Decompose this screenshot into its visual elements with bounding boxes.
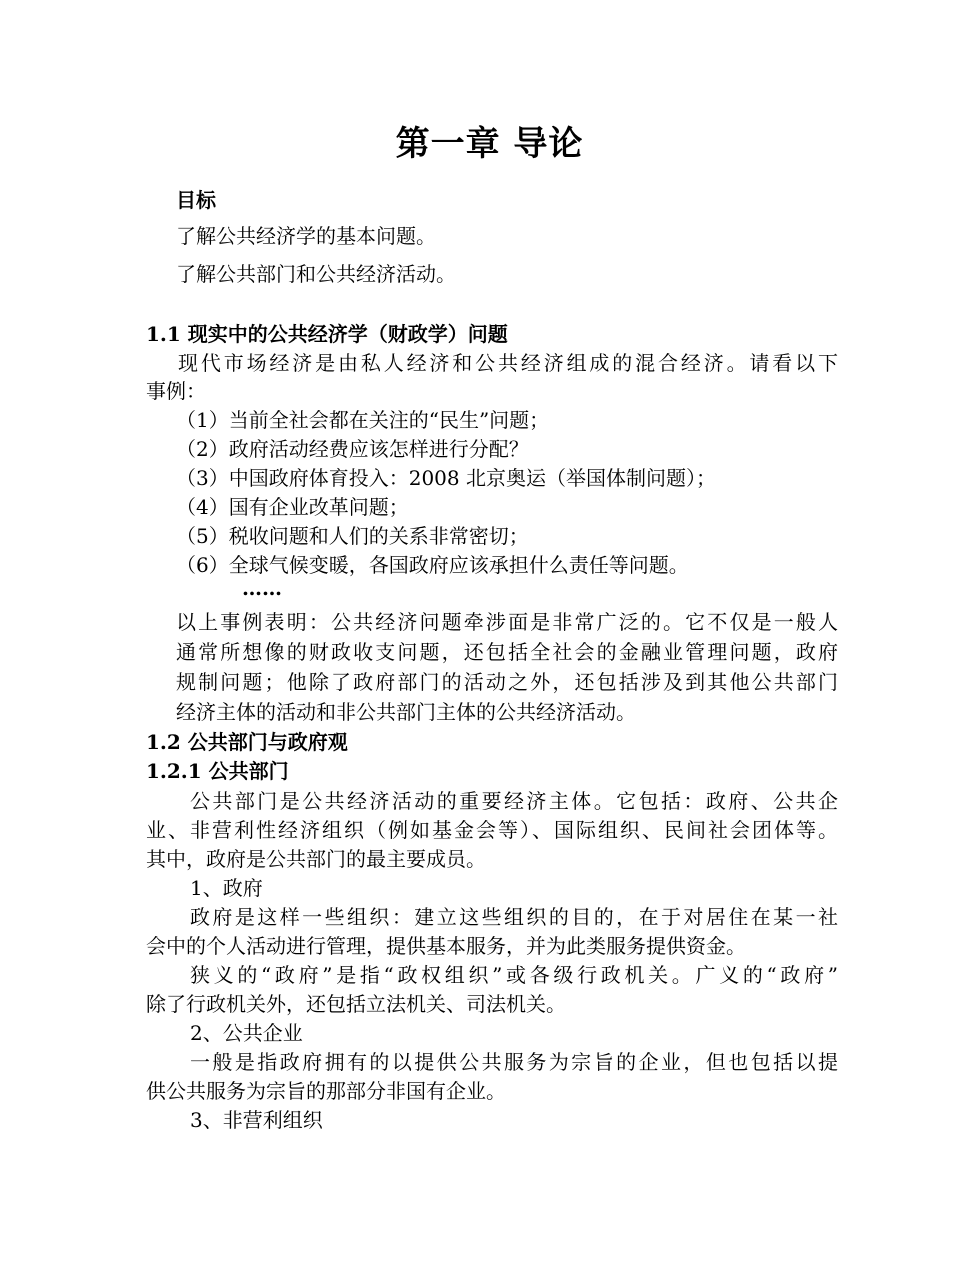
paragraph-line: 事例：	[146, 379, 206, 403]
example-item: （6）全球气候变暖，各国政府应该承担什么责任等问题。	[176, 553, 689, 577]
example-item: （4）国有企业改革问题；	[176, 495, 409, 519]
example-item: （2）政府活动经费应该怎样进行分配？	[176, 437, 529, 461]
paragraph-line: 业、非营利性经济组织（例如基金会等）、国际组织、民间社会团体等。	[146, 818, 838, 842]
section-heading-1-2: 1.2 公共部门与政府观	[146, 730, 348, 754]
example-item: （3）中国政府体育投入：2008 北京奥运（举国体制问题）；	[176, 466, 716, 490]
example-item: （5）税收问题和人们的关系非常密切；	[176, 524, 529, 548]
summary-line: 通常所想像的财政收支问题，还包括全社会的金融业管理问题，政府	[176, 640, 838, 664]
paragraph-line: 除了行政机关外，还包括立法机关、司法机关。	[146, 992, 566, 1016]
objective-item: 了解公共部门和公共经济活动。	[176, 262, 456, 286]
paragraph-line: 供公共服务为宗旨的那部分非国有企业。	[146, 1079, 506, 1103]
subsection-heading-1-2-1: 1.2.1 公共部门	[146, 759, 289, 783]
paragraph-line: 一般是指政府拥有的以提供公共服务为宗旨的企业，但也包括以提	[190, 1050, 838, 1074]
list-item-heading: 2、公共企业	[190, 1021, 303, 1045]
summary-line: 经济主体的活动和非公共部门主体的公共经济活动。	[176, 700, 636, 724]
summary-line: 规制问题；他除了政府部门的活动之外，还包括涉及到其他公共部门	[176, 670, 838, 694]
list-item-heading: 1、政府	[190, 876, 263, 900]
paragraph-line: 公共部门是公共经济活动的重要经济主体。它包括：政府、公共企	[190, 789, 838, 813]
section-heading-1-1: 1.1 现实中的公共经济学（财政学）问题	[146, 322, 508, 346]
chapter-title: 第一章 导论	[395, 124, 584, 164]
paragraph-line: 政府是这样一些组织：建立这些组织的目的，在于对居住在某一社	[190, 905, 838, 929]
objectives-heading: 目标	[176, 188, 216, 212]
summary-line: 以上事例表明：公共经济问题牵涉面是非常广泛的。它不仅是一般人	[176, 610, 838, 634]
paragraph-line: 会中的个人活动进行管理，提供基本服务，并为此类服务提供资金。	[146, 934, 746, 958]
paragraph-line: 其中，政府是公共部门的最主要成员。	[146, 847, 486, 871]
example-item: （1）当前全社会都在关注的“民生”问题；	[176, 408, 550, 432]
paragraph-line: 狭义的“政府”是指“政权组织”或各级行政机关。广义的“政府”	[190, 963, 838, 987]
list-item-heading: 3、非营利组织	[190, 1108, 323, 1132]
objective-item: 了解公共经济学的基本问题。	[176, 224, 436, 248]
ellipsis: ……	[242, 576, 282, 600]
paragraph-line: 现代市场经济是由私人经济和公共经济组成的混合经济。请看以下	[178, 351, 838, 375]
